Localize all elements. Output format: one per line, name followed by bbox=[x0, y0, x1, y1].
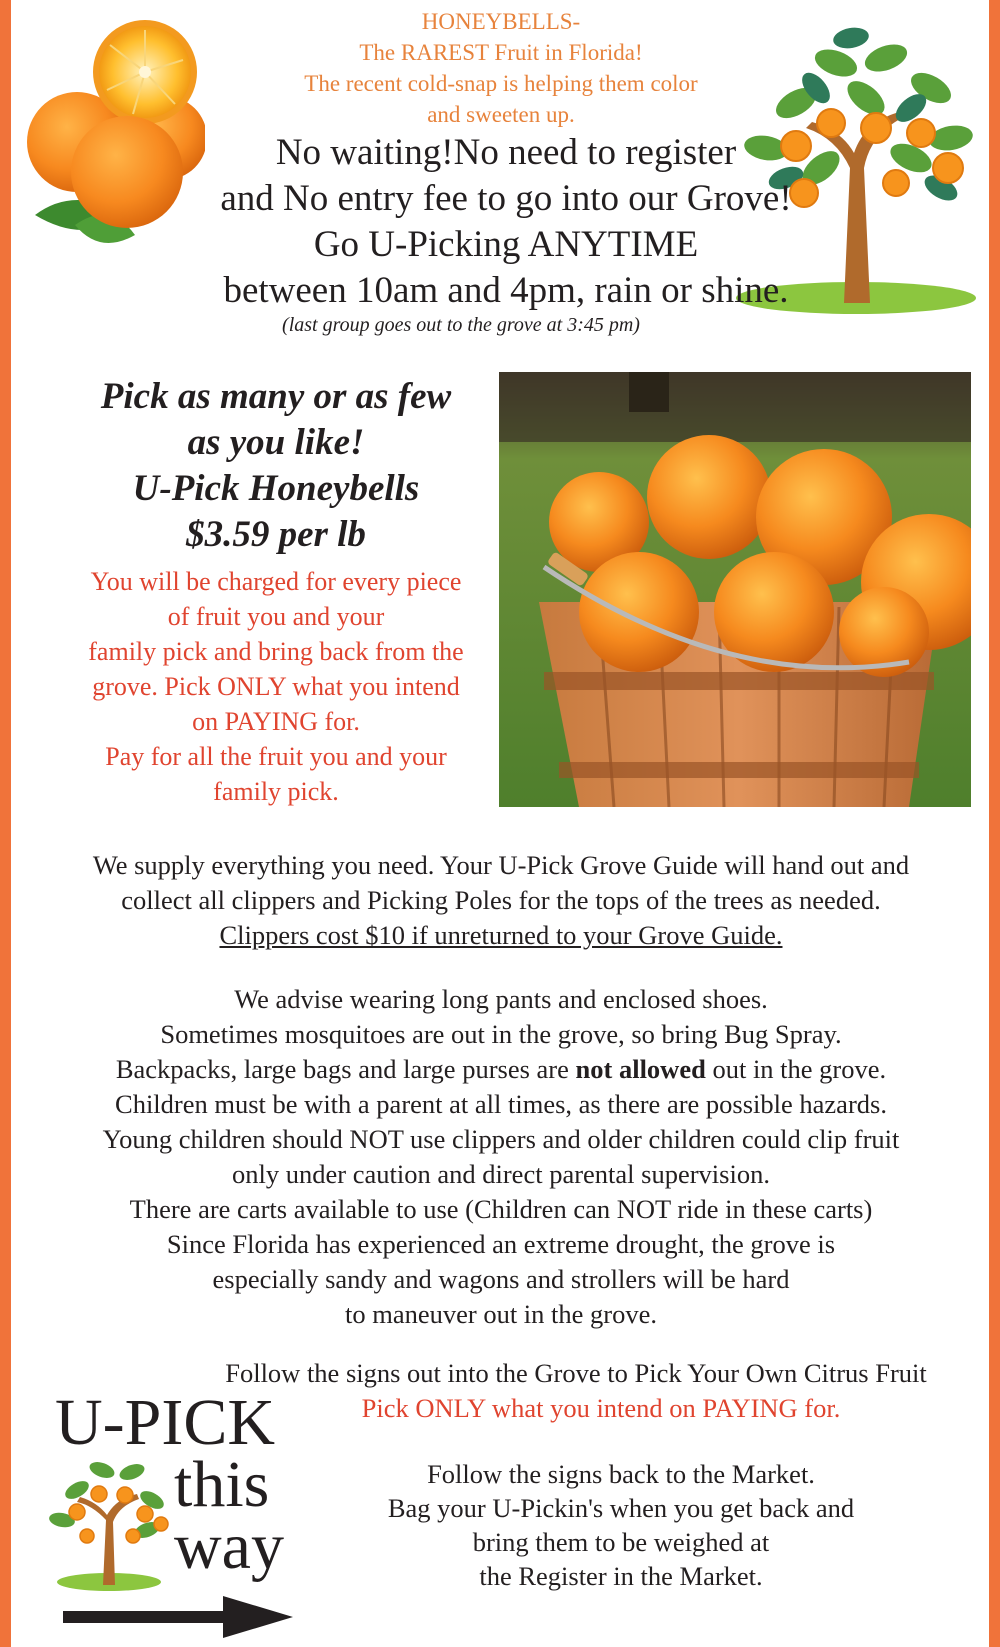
pricing-warning-line: You will be charged for every piece bbox=[90, 567, 462, 596]
pricing-warning-line: family pick. bbox=[213, 777, 339, 806]
advice-line: We advise wearing long pants and enclosed shoes. bbox=[234, 984, 768, 1014]
pricing-title bbox=[41, 374, 511, 558]
header-main-line: and No entry fee to go into our Grove! bbox=[220, 178, 792, 219]
header-main-line: Go U-Picking ANYTIME bbox=[313, 224, 699, 265]
header-intro bbox=[201, 6, 801, 130]
upick-sign-this: this bbox=[174, 1448, 270, 1521]
advice-text: Backpacks, large bags and large purses are bbox=[115, 1054, 576, 1084]
advice-line bbox=[31, 1052, 971, 1087]
return-line: Follow the signs back to the Market. bbox=[427, 1459, 815, 1489]
advice-paragraph bbox=[31, 982, 971, 1332]
header-main-line: No waiting!No need to register bbox=[275, 132, 737, 173]
supply-line: We supply everything you need. Your U-Pick Grove Guide will hand out and bbox=[92, 850, 910, 880]
pricing-warning bbox=[41, 564, 511, 809]
advice-line: Sometimes mosquitoes are out in the grove, so bring Bug Spray. bbox=[160, 1019, 842, 1049]
price-per-lb: $3.59 per lb bbox=[186, 514, 366, 555]
header-main-line: between 10am and 4pm, rain or shine. bbox=[223, 270, 789, 311]
return-line: the Register in the Market. bbox=[479, 1561, 763, 1591]
advice-line: especially sandy and wagons and strollers will be hard bbox=[212, 1264, 790, 1294]
pricing-warning-line: of fruit you and your bbox=[167, 602, 385, 631]
small-orange-tree-icon bbox=[47, 1450, 172, 1595]
pricing-title-line: as you like! bbox=[187, 422, 365, 463]
supply-paragraph bbox=[31, 848, 971, 953]
supply-line: collect all clippers and Picking Poles for the tops of the trees as needed. bbox=[121, 885, 881, 915]
advice-text: out in the grove. bbox=[705, 1054, 887, 1084]
advice-line: Young children should NOT use clippers and older children could clip fruit bbox=[102, 1124, 900, 1154]
advice-line: There are carts available to use (Children can NOT ride in these carts) bbox=[129, 1194, 873, 1224]
clipper-fee-note: Clippers cost $10 if unreturned to your Grove Guide. bbox=[219, 920, 783, 950]
advice-line: Since Florida has experienced an extreme drought, the grove is bbox=[166, 1229, 836, 1259]
flyer-page bbox=[11, 0, 989, 1647]
advice-line: only under caution and direct parental supervision. bbox=[232, 1159, 770, 1189]
pricing-warning-line: Pay for all the fruit you and your bbox=[105, 742, 447, 771]
return-instructions bbox=[341, 1457, 901, 1593]
last-group-note: (last group goes out to the grove at 3:45 pm) bbox=[282, 314, 640, 336]
header-intro-line: HONEYBELLS- bbox=[421, 9, 581, 34]
follow-signs-grove: Follow the signs out into the Grove to Pick Your Own Citrus Fruit bbox=[225, 1358, 927, 1388]
return-line: Bag your U-Pickin's when you get back and bbox=[387, 1493, 855, 1523]
upick-sign-title: U-PICK bbox=[55, 1386, 276, 1459]
pricing-warning-line: on PAYING for. bbox=[192, 707, 360, 736]
advice-line: to maneuver out in the grove. bbox=[344, 1299, 658, 1329]
arrow-right-icon bbox=[63, 1596, 293, 1638]
pricing-warning-line: family pick and bring back from the bbox=[88, 637, 464, 666]
header-intro-line: The RAREST Fruit in Florida! bbox=[359, 40, 643, 65]
upick-sign-way: way bbox=[174, 1510, 284, 1583]
header-intro-line: and sweeten up. bbox=[427, 102, 575, 127]
orange-basket-photo bbox=[499, 372, 971, 807]
pick-only-warning: Pick ONLY what you intend on PAYING for. bbox=[361, 1393, 841, 1423]
header-main bbox=[151, 130, 861, 314]
pricing-warning-line: grove. Pick ONLY what you intend bbox=[92, 672, 460, 701]
advice-line: Children must be with a parent at all times, as there are possible hazards. bbox=[115, 1089, 887, 1119]
pricing-title-line: U-Pick Honeybells bbox=[132, 468, 420, 509]
return-line: bring them to be weighed at bbox=[472, 1527, 770, 1557]
header-intro-line: The recent cold-snap is helping them color bbox=[304, 71, 698, 96]
not-allowed-emphasis: not allowed bbox=[575, 1054, 706, 1084]
pricing-title-line: Pick as many or as few bbox=[100, 376, 452, 417]
